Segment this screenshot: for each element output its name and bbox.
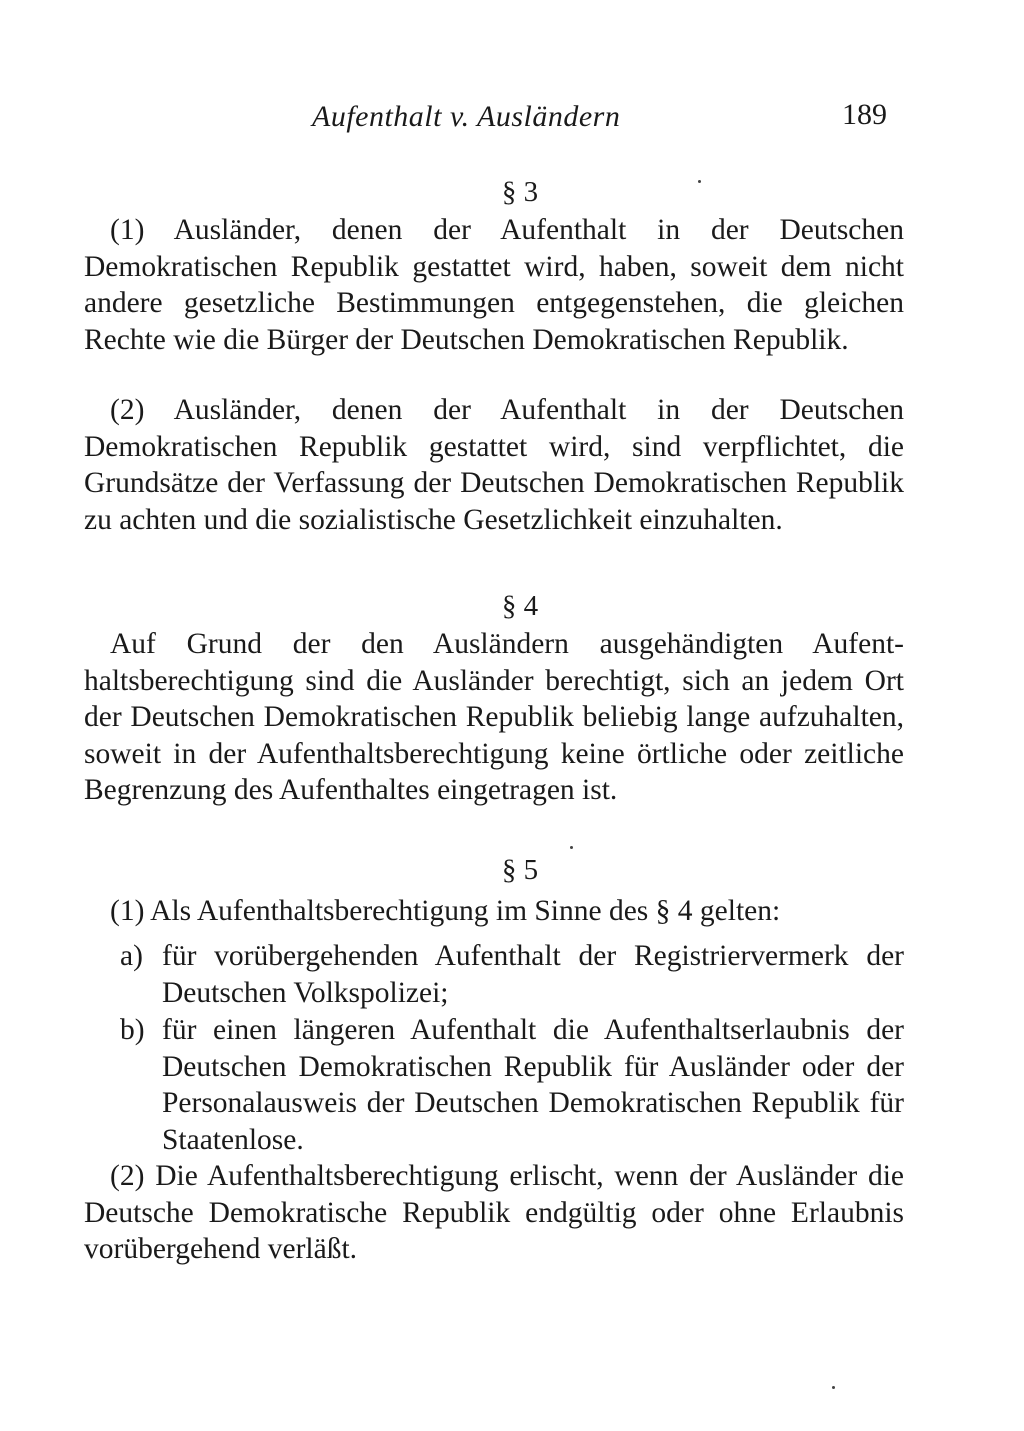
section-5-list-item-b	[120, 1012, 904, 1158]
section-5-list-item-a	[120, 938, 904, 1011]
page-number: 189	[842, 98, 887, 131]
section-mark-5: § 5	[501, 854, 539, 886]
running-header	[0, 100, 1024, 140]
section-mark-4: § 4	[501, 590, 539, 622]
print-speck	[832, 1386, 835, 1389]
print-speck	[698, 180, 701, 183]
list-item-label: a)	[120, 940, 143, 972]
section-5-paragraph-1: (1) Als Aufenthaltsberechtigung im Sinne des § 4 gelten:	[110, 895, 781, 927]
section-4-paragraph-1: Auf Grund der den Ausländern ausgehändigten Aufenthaltsberechtigung sind die Ausländer berechtigt, sich an jedem Ort der Deutschen Demokratischen Republik beliebig lange aufzuhalten, soweit in der Aufenthaltsberechtigung keine örtliche oder zeitliche Begrenzung des Aufenthaltes eingetragen ist.	[84, 628, 904, 807]
list-item-label: b)	[120, 1014, 145, 1046]
section-5-paragraph-2: (2) Die Aufenthaltsberechtigung erlischt, wenn der Ausländer die Deutsche Demokratische Republik endgültig oder ohne Erlaubnis vorübergehend verläßt.	[84, 1160, 904, 1266]
list-item-text: für vorübergehenden Aufenthalt der Registriervermerk der Deutschen Volkspolizei;	[162, 940, 904, 1009]
running-title: Aufenthalt v. Ausländern	[312, 100, 621, 133]
list-item-text: für einen längeren Aufenthalt die Aufenthaltserlaubnis der Deutschen Demokratischen Republik für Ausländer oder der Personalausweis der Deutschen Demokratischen Republik für Staatenlose.	[162, 1014, 904, 1156]
section-3-paragraph-2: (2) Ausländer, denen der Aufenthalt in der Deutschen Demokratischen Republik gestattet wird, sind verpflichtet, die Grundsätze der Verfassung der Deutschen Demokratischen Republik zu achten und die sozialistische Gesetzlichkeit einzuhalten.	[84, 394, 904, 536]
section-3-paragraph-1: (1) Ausländer, denen der Aufenthalt in der Deutschen Demokratischen Republik gestattet wird, haben, soweit dem nicht andere gesetzliche Bestimmungen entgegenstehen, die gleichen Rechte wie die Bürger der Deutschen Demokratischen Republik.	[84, 214, 904, 356]
section-mark-3: § 3	[501, 176, 539, 208]
print-speck	[570, 846, 573, 849]
